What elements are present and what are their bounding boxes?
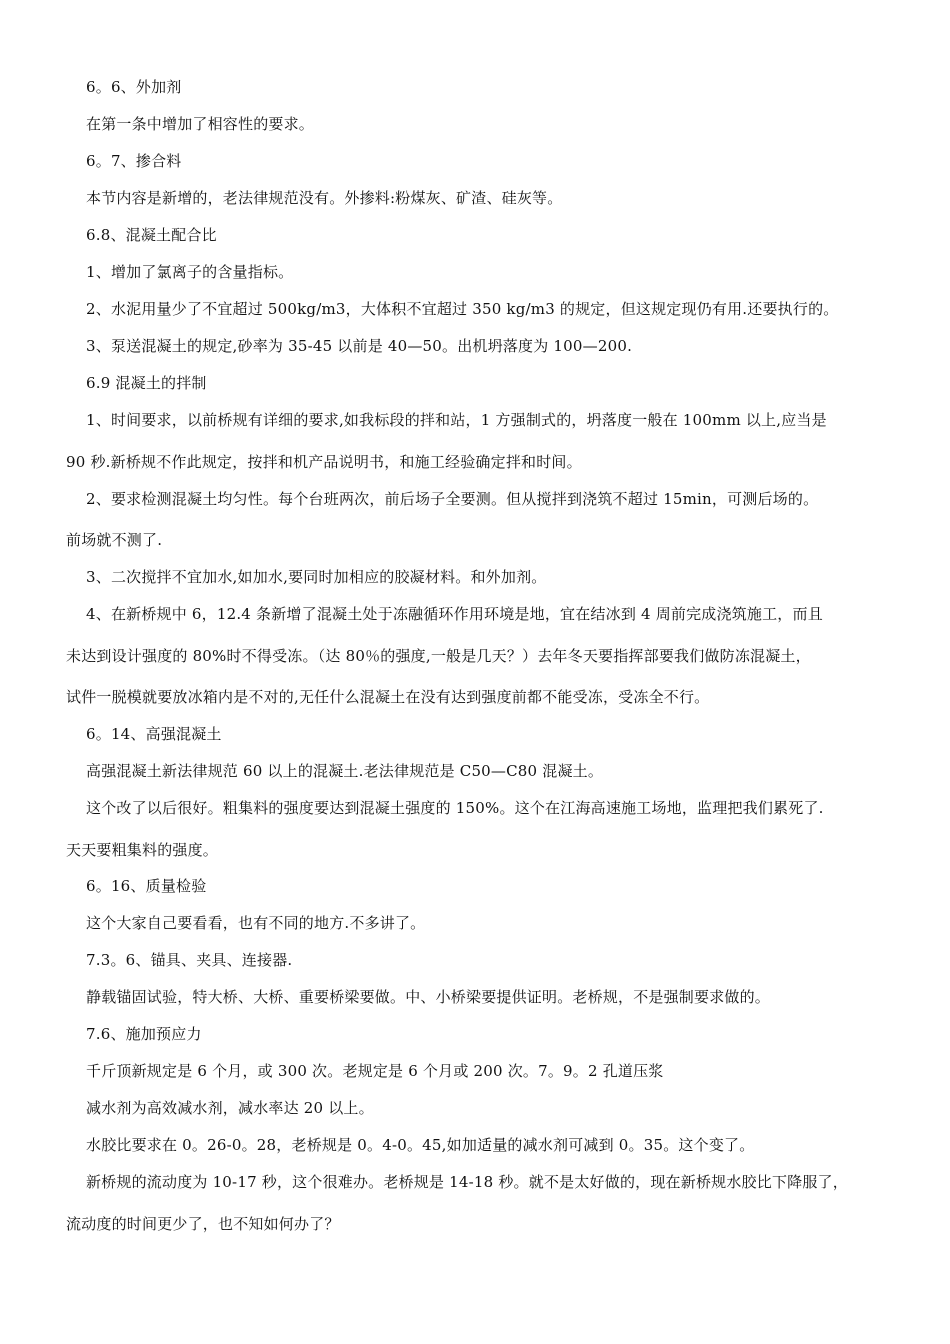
heading-6-16: 6。16、质量检验 bbox=[86, 877, 207, 895]
list-item-continued: 试件一脱模就要放冰箱内是不对的,无任什么混凝土在没有达到强度前都不能受冻，受冻全不行。 bbox=[66, 688, 710, 706]
heading-6-6: 6。6、外加剂 bbox=[86, 78, 182, 96]
list-item-continued: 未达到设计强度的 80%时不得受冻。（达 80％的强度,一般是几天？）去年冬天要指挥部要我们做防冻混凝土， bbox=[66, 647, 811, 665]
paragraph: 新桥规的流动度为 10-17 秒，这个很难办。老桥规是 14-18 秒。就不是太好做的，现在新桥规水胶比下降服了， bbox=[86, 1173, 848, 1191]
heading-7-6: 7.6、施加预应力 bbox=[86, 1025, 202, 1043]
list-item-continued: 90 秒.新桥规不作此规定，按拌和机产品说明书，和施工经验确定拌和时间。 bbox=[66, 453, 582, 471]
list-item: 4、在新桥规中 6，12.4 条新增了混凝土处于冻融循环作用环境是地，宜在结冰到 4 周前完成浇筑施工，而且 bbox=[86, 605, 823, 623]
list-item-continued: 前场就不测了. bbox=[66, 531, 163, 549]
list-item: 2、要求检测混凝土均匀性。每个台班两次，前后场子全要测。但从搅拌到浇筑不超过 15min，可测后场的。 bbox=[86, 490, 819, 508]
paragraph: 减水剂为高效减水剂，减水率达 20 以上。 bbox=[86, 1099, 374, 1117]
paragraph: 水胶比要求在 0。26-0。28，老桥规是 0。4-0。45,如加适量的减水剂可减到 0。35。这个变了。 bbox=[86, 1136, 755, 1154]
heading-6-14: 6。14、高强混凝土 bbox=[86, 725, 222, 743]
paragraph: 这个大家自己要看看，也有不同的地方.不多讲了。 bbox=[86, 914, 426, 932]
paragraph: 在第一条中增加了相容性的要求。 bbox=[86, 115, 315, 133]
list-item: 1、时间要求，以前桥规有详细的要求,如我标段的拌和站，1 方强制式的，坍落度一般在 100mm 以上,应当是 bbox=[86, 411, 827, 429]
list-item: 3、二次搅拌不宜加水,如加水,要同时加相应的胶凝材料。和外加剂。 bbox=[86, 568, 547, 586]
heading-6-9: 6.9 混凝土的拌制 bbox=[86, 374, 207, 392]
paragraph: 高强混凝土新法律规范 60 以上的混凝土.老法律规范是 C50—C80 混凝土。 bbox=[86, 762, 604, 780]
paragraph-continued: 天天要粗集料的强度。 bbox=[66, 841, 219, 859]
list-item: 3、泵送混凝土的规定,砂率为 35-45 以前是 40—50。出机坍落度为 100—200. bbox=[86, 337, 633, 355]
heading-6-8: 6.8、混凝土配合比 bbox=[86, 226, 217, 244]
paragraph: 千斤顶新规定是 6 个月，或 300 次。老规定是 6 个月或 200 次。7。9。2 孔道压浆 bbox=[86, 1062, 664, 1080]
paragraph: 本节内容是新增的，老法律规范没有。外掺料:粉煤灰、矿渣、硅灰等。 bbox=[86, 189, 563, 207]
heading-6-7: 6。7、掺合料 bbox=[86, 152, 182, 170]
list-item: 1、增加了氯离子的含量指标。 bbox=[86, 263, 294, 281]
heading-7-3-6: 7.3。6、锚具、夹具、连接器. bbox=[86, 951, 293, 969]
paragraph: 静载锚固试验，特大桥、大桥、重要桥梁要做。中、小桥梁要提供证明。老桥规，不是强制要求做的。 bbox=[86, 988, 771, 1006]
paragraph: 这个改了以后很好。粗集料的强度要达到混凝土强度的 150%。这个在江海高速施工场地，监理把我们累死了. bbox=[86, 799, 824, 817]
paragraph-continued: 流动度的时间更少了，也不知如何办了？ bbox=[66, 1215, 340, 1233]
list-item: 2、水泥用量少了不宜超过 500kg/m3，大体积不宜超过 350 kg/m3 的规定，但这规定现仍有用.还要执行的。 bbox=[86, 300, 839, 318]
